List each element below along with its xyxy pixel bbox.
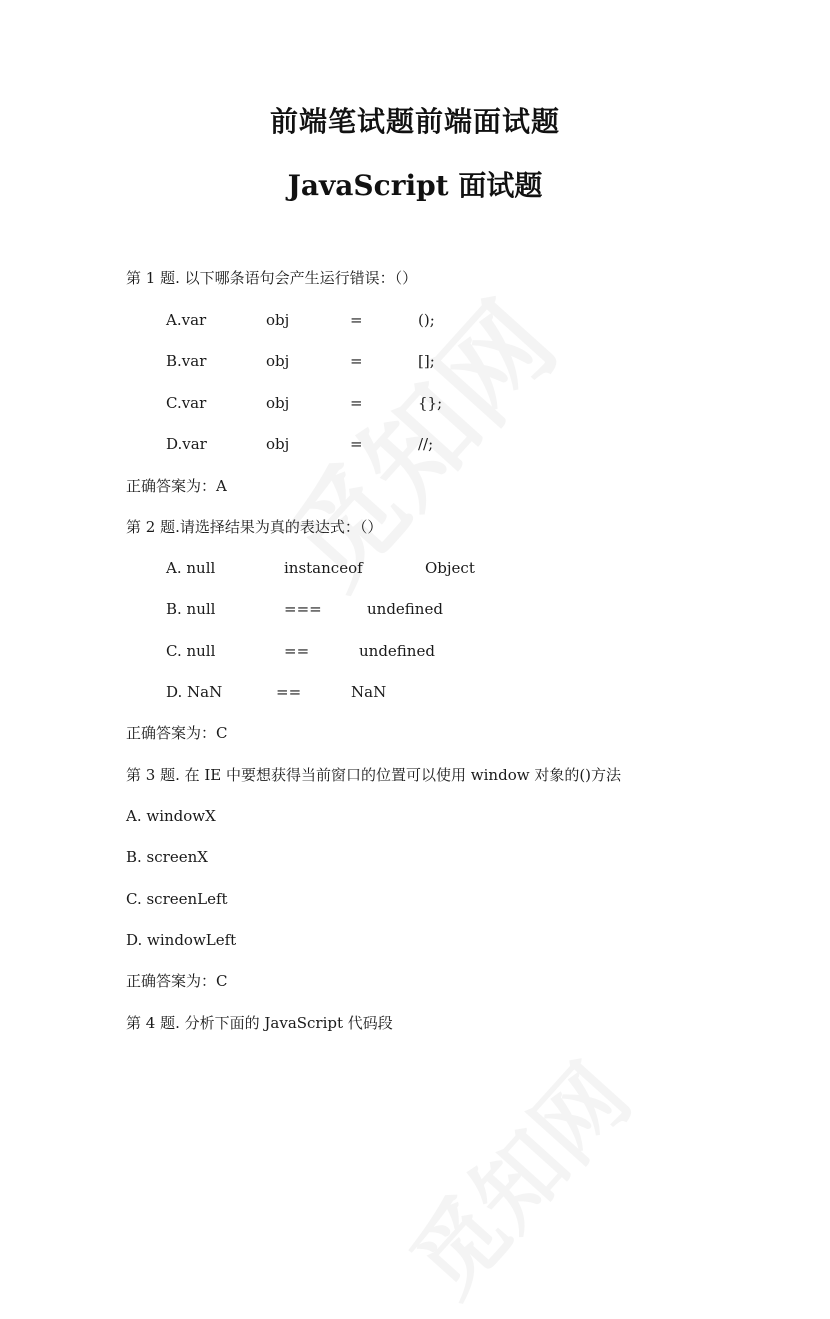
q1-answer: 正确答案为：A [126,477,227,495]
q2-option-b-op: === [284,600,322,618]
q2-option-d-op: == [276,683,302,701]
question-4: 第 4 题. 分析下面的 JavaScript 代码段 [126,1014,393,1032]
question-3: 第 3 题. 在 IE 中要想获得当前窗口的位置可以使用 window 对象的()方法 [126,766,622,784]
page-title: 前端笔试题前端面试题 [269,105,560,138]
q1-option-a-var: obj [266,311,290,329]
q1-option-c-value: {}; [418,394,443,412]
q2-option-c-left: C. null [166,642,216,660]
q3-option-a: A. windowX [126,807,216,825]
q2-option-c-op: == [284,642,310,660]
q1-option-c-keyword: C.var [166,394,207,412]
q1-option-b-keyword: B.var [166,352,207,370]
q1-option-d-keyword: D.var [166,435,207,453]
watermark-bottom [376,1031,653,1319]
q1-option-c-var: obj [266,394,290,412]
q2-option-a-left: A. null [166,559,216,577]
q1-option-b-var: obj [266,352,290,370]
q2-option-b-left: B. null [166,600,216,618]
q1-option-d-value: //; [418,435,434,453]
question-1: 第 1 题. 以下哪条语句会产生运行错误：（） [126,269,418,287]
q2-option-c-right: undefined [359,642,435,660]
q1-option-b-eq: = [350,352,363,370]
q1-option-a-eq: = [350,311,363,329]
q1-option-c-eq: = [350,394,363,412]
q1-option-d-eq: = [350,435,363,453]
q2-option-d-left: D. NaN [166,683,223,701]
q1-option-d-var: obj [266,435,290,453]
q3-option-b: B. screenX [126,848,208,866]
q3-answer: 正确答案为：C [126,972,228,990]
q1-option-b-value: []; [418,352,435,370]
page-subtitle: JavaScript 面试题 [287,169,543,202]
question-2: 第 2 题.请选择结果为真的表达式：（） [126,518,383,536]
q2-option-a-right: Object [425,559,475,577]
q2-option-d-right: NaN [351,683,387,701]
q1-option-a-keyword: A.var [166,311,207,329]
q2-option-b-right: undefined [367,600,443,618]
q2-answer: 正确答案为：C [126,724,228,742]
q1-option-a-value: (); [418,311,435,329]
q3-option-d: D. windowLeft [126,931,237,949]
q2-option-a-op: instanceof [284,559,363,577]
q3-option-c: C. screenLeft [126,890,228,908]
